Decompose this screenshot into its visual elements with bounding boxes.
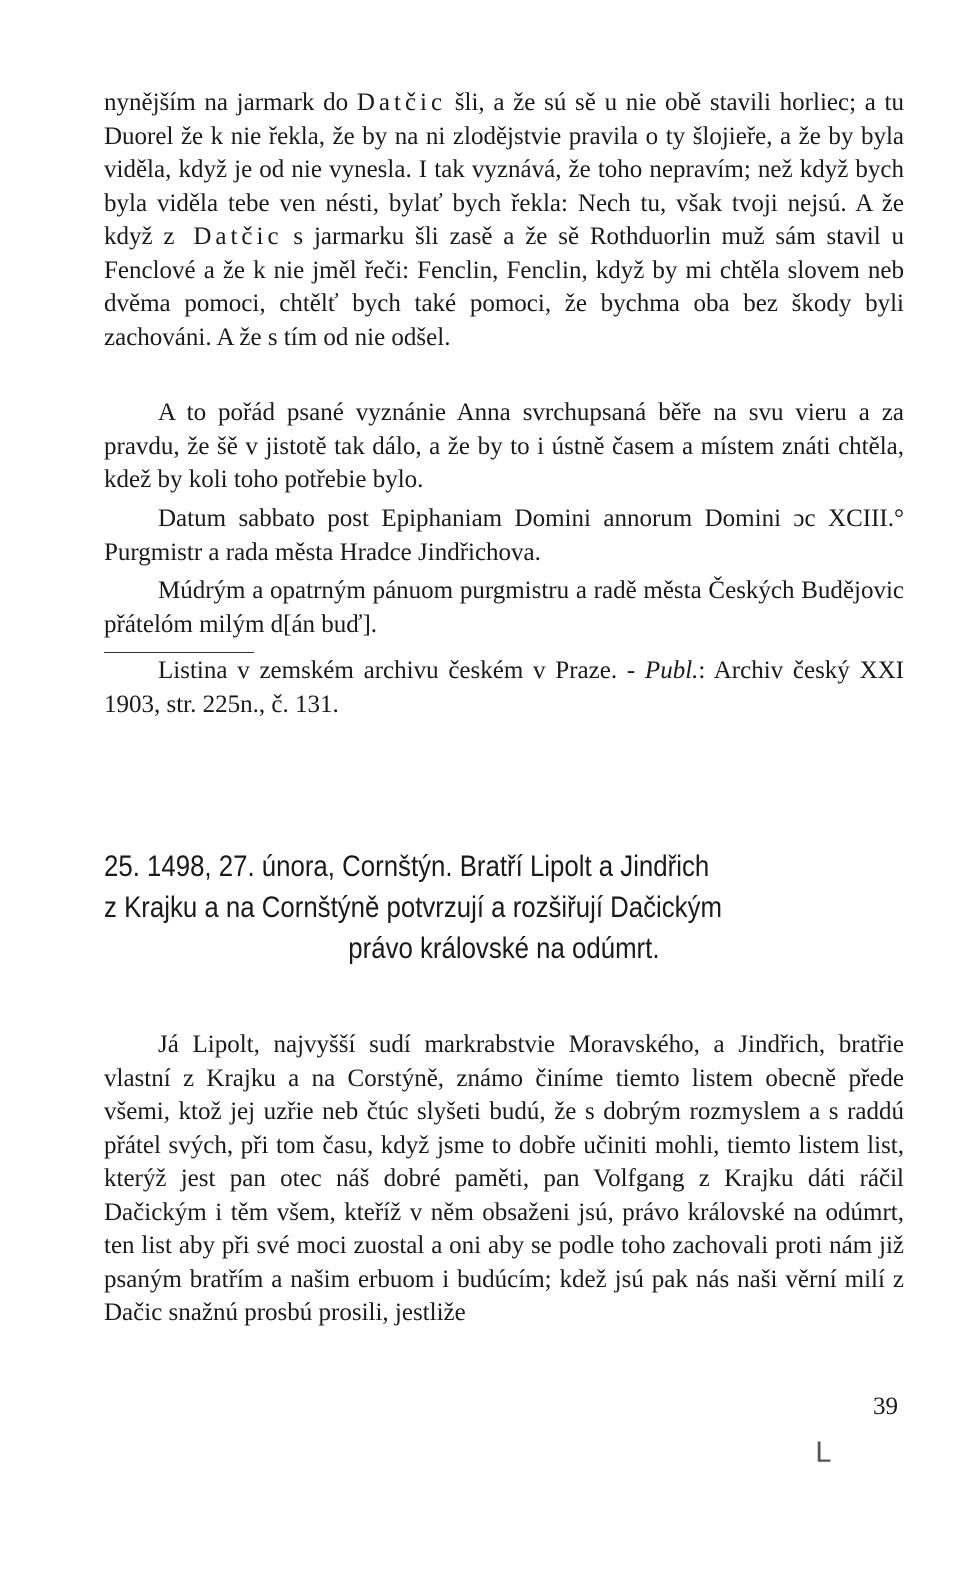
address-paragraph bbox=[104, 574, 904, 641]
statement-text: A to pořád psané vyznánie Anna svrchupsaná běře na svu vieru a za pravdu, že šě v jistotě tak dálo, a že by to i ústně časem a místem znáti chtěla, kdež by koli toho potřebie bylo. bbox=[104, 399, 904, 493]
document-heading bbox=[104, 846, 792, 969]
page-number: 39 bbox=[873, 1393, 898, 1420]
publ-label: Publ. bbox=[644, 657, 699, 684]
continuation-paragraph bbox=[104, 86, 904, 354]
source-text: Listina v zemském archivu českém v Praze. - Publ.: Archiv český XXI 1903, str. 225n., č. 131. bbox=[104, 657, 905, 718]
continuation-text: nynějším na jarmark do Datčic šli, a že sú sě u nie obě stavili horliec; a tu Duorel že k nie řekla, že by na ni zlodějstvie pravila o ty šlojieře, a že by byla viděla, když je od nie vynesla. I tak vyznává, že toho nepravím; než když bych byla viděla tebe ven nésti, bylať bych řekla: Nech tu, však tvoji nejsú. A že když z Datčic s jarmarku šli zasě a že sě Rothduorlin muž sám stavil u Fenclové a že k nie jměl řeči: Fenclin, Fenclin, když by mi chtěla slovem neb dvěma pomoci, chtělť bych také pomoci, že bychma oba bez škody byli zachováni. A že s tím od nie odšel. bbox=[104, 89, 904, 351]
datum-paragraph bbox=[104, 502, 904, 569]
statement-paragraph bbox=[104, 396, 904, 497]
heading-line-3: právo královské na odúmrt. bbox=[348, 932, 660, 965]
margin-pencil-mark: ᒪ bbox=[815, 1436, 831, 1469]
body-paragraph bbox=[104, 1028, 904, 1330]
separator-line bbox=[104, 652, 254, 653]
source-note bbox=[104, 654, 904, 721]
heading-line-1: 25. 1498, 27. února, Cornštýn. Bratří Lipolt a Jindřich bbox=[104, 850, 710, 883]
address-text: Múdrým a opatrným pánuom purgmistru a radě města Českých Budějovic přátelóm milým d[án buď]. bbox=[104, 577, 904, 638]
place-name-datcic: Datčic bbox=[356, 89, 447, 116]
datum-text: Datum sabbato post Epiphaniam Domini annorum Domini ɔc XCIII.° Purgmistr a rada města Hradce Jindřichova. bbox=[104, 505, 904, 566]
body-text: Já Lipolt, najvyšší sudí markrabstvie Moravského, a Jindřich, bratřie vlastní z Krajku a na Corstýně, známo činíme tiemto listem obecně přede všemi, ktož jej uzřie neb čtúc slyšeti budú, že s dobrým rozmyslem a s raddú přátel svých, při tom času, když jsme to dobře učiniti mohli, tiemto listem list, kterýž jest pan otec náš dobré paměti, pan Volfgang z Krajku dáti ráčil Dačickým i těm všem, kteříž v něm obsaženi jsú, právo královské na odúmrt, ten list aby při své moci zuostal a oni aby se podle toho zachovali proti nám již psaným bratřím a našim erbuom i budúcím; kdež jsú pak nás naši věrní milí z Dačic snažnú prosbú prosili, jestliže bbox=[104, 1031, 904, 1326]
place-name-datcic-2: z Datčic bbox=[163, 223, 283, 250]
heading-line-2: z Krajku a na Cornštýně potvrzují a rozšiřují Dačickým bbox=[104, 891, 722, 924]
